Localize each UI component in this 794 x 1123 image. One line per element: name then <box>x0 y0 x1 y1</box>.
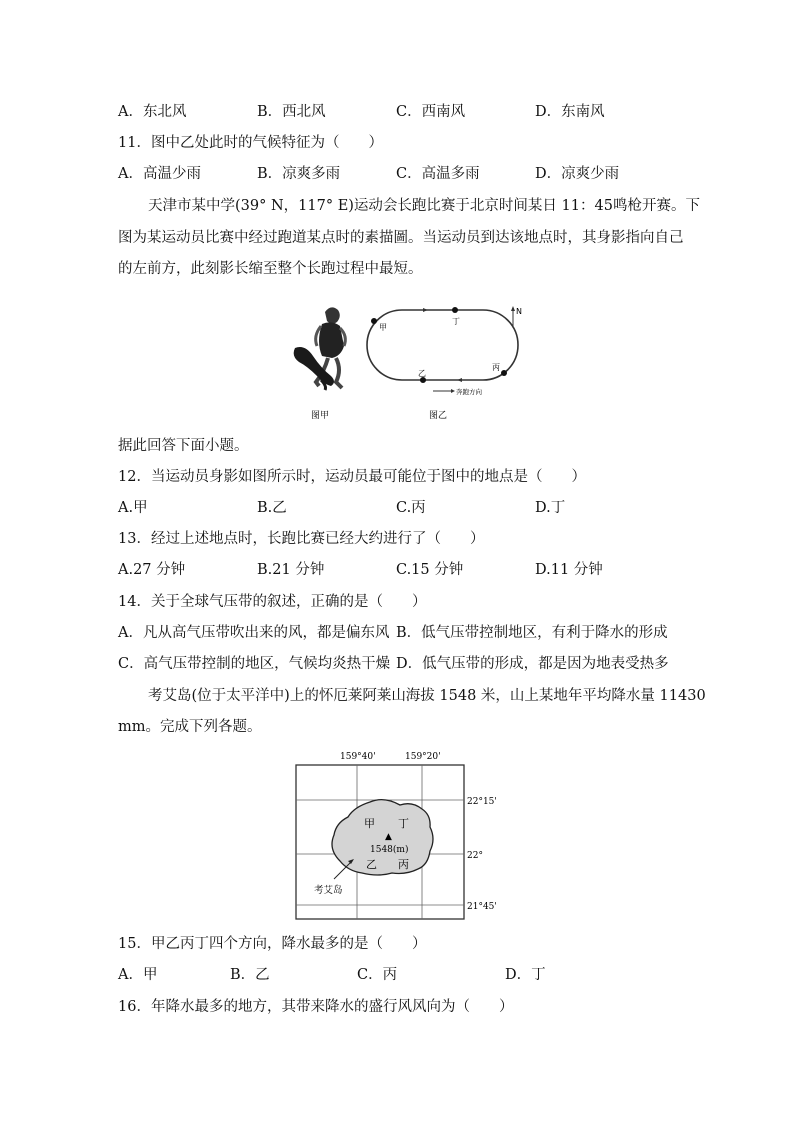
q12-stem: 12．当运动员身影如图所示时，运动员最可能位于图中的地点是（ ） <box>118 469 586 485</box>
figure-kauai-map <box>290 745 510 925</box>
q13-option-c: C.15 分钟 <box>396 562 464 578</box>
figure1-caption-b: 图乙 <box>429 411 448 421</box>
lon-label-1: 159°40' <box>340 752 376 762</box>
peak-elevation: 1548(m) <box>370 845 409 855</box>
direction-label: 奔跑方向 <box>456 388 482 396</box>
point-bing-label: 丙 <box>492 363 500 372</box>
point-bing-marker <box>501 370 507 376</box>
island-name: 考艾岛 <box>314 885 343 896</box>
q11-option-b: B．凉爽多雨 <box>257 166 341 182</box>
passage1-line2: 图为某运动员比赛中经过跑道某点时的素描圖。当运动员到达该地点时，其身影指向自己 <box>118 230 684 246</box>
q15-option-a: A．甲 <box>118 967 158 983</box>
map-label-yi: 乙 <box>366 858 377 871</box>
q15-option-b: B．乙 <box>230 967 270 983</box>
q15-option-c: C．丙 <box>357 967 398 983</box>
q10-option-a: A．东北风 <box>118 104 187 120</box>
passage1-line1: 天津市某中学(39° N，117° E)运动会长跑比赛于北京时间某日 11：45鸣枪开赛。下 <box>148 198 700 214</box>
q10-option-d: D．东南风 <box>535 104 605 120</box>
point-jia-label: 甲 <box>379 323 387 332</box>
q11-stem: 11．图中乙处此时的气候特征为（ ） <box>118 135 383 151</box>
lon-label-2: 159°20' <box>405 752 441 762</box>
point-ding-marker <box>452 307 458 313</box>
q16-stem: 16．年降水最多的地方，其带来降水的盛行风风向为（ ） <box>118 999 514 1015</box>
lat-label-3: 21°45' <box>467 902 497 912</box>
q14-stem: 14．关于全球气压带的叙述，正确的是（ ） <box>118 594 427 610</box>
runner-sketch <box>294 307 346 390</box>
point-ding-label: 丁 <box>452 317 460 326</box>
q12-option-c: C.丙 <box>396 500 426 516</box>
peak-icon: ▲ <box>385 832 392 842</box>
q10-option-b: B．西北风 <box>257 104 326 120</box>
passage2-line2: mm。完成下列各题。 <box>118 719 262 735</box>
q11-option-c: C．高温多雨 <box>396 166 480 182</box>
q15-option-d: D．丁 <box>505 967 546 983</box>
map-label-ding: 丁 <box>398 817 409 830</box>
q14-option-a: A．凡从高气压带吹出来的风，都是偏东风 <box>118 625 390 641</box>
lat-label-2: 22° <box>467 851 483 861</box>
q12-option-d: D.丁 <box>535 500 566 516</box>
q13-stem: 13．经过上述地点时，长跑比赛已经大约进行了（ ） <box>118 531 485 547</box>
q13-option-d: D.11 分钟 <box>535 562 603 578</box>
north-label: N <box>516 307 522 316</box>
q14-option-c: C．高气压带控制的地区，气候均炎热干燥 <box>118 656 391 672</box>
q10-option-c: C．西南风 <box>396 104 466 120</box>
point-jia-marker <box>371 318 377 324</box>
map-label-bing: 丙 <box>398 858 409 871</box>
track-arrow-bottom <box>457 378 462 382</box>
figure1-caption-a: 图甲 <box>311 411 330 421</box>
q15-stem: 15．甲乙丙丁四个方向，降水最多的是（ ） <box>118 936 427 952</box>
q13-option-b: B.21 分钟 <box>257 562 325 578</box>
q14-option-b: B．低气压带控制地区，有利于降水的形成 <box>396 625 668 641</box>
track-arrow-top <box>423 308 428 312</box>
q12-option-b: B.乙 <box>257 500 287 516</box>
q12-option-a: A.甲 <box>118 500 148 516</box>
q14-option-d: D．低气压带的形成，都是因为地表受热多 <box>396 656 669 672</box>
point-yi-label: 乙 <box>418 369 426 378</box>
map-label-jia: 甲 <box>364 817 375 830</box>
q11-option-d: D．凉爽少雨 <box>535 166 620 182</box>
q11-option-a: A．高温少雨 <box>118 166 201 182</box>
after-figure1: 据此回答下面小题。 <box>118 438 249 454</box>
passage1-line3: 的左前方，此刻影长缩至整个长跑过程中最短。 <box>118 261 423 277</box>
lat-label-1: 22°15' <box>467 797 497 807</box>
figure-runner-track <box>285 300 535 425</box>
passage2-line1: 考艾岛(位于太平洋中)上的怀厄莱阿莱山海拔 1548 米，山上某地年平均降水量 11430 <box>148 688 706 704</box>
q13-option-a: A.27 分钟 <box>118 562 186 578</box>
